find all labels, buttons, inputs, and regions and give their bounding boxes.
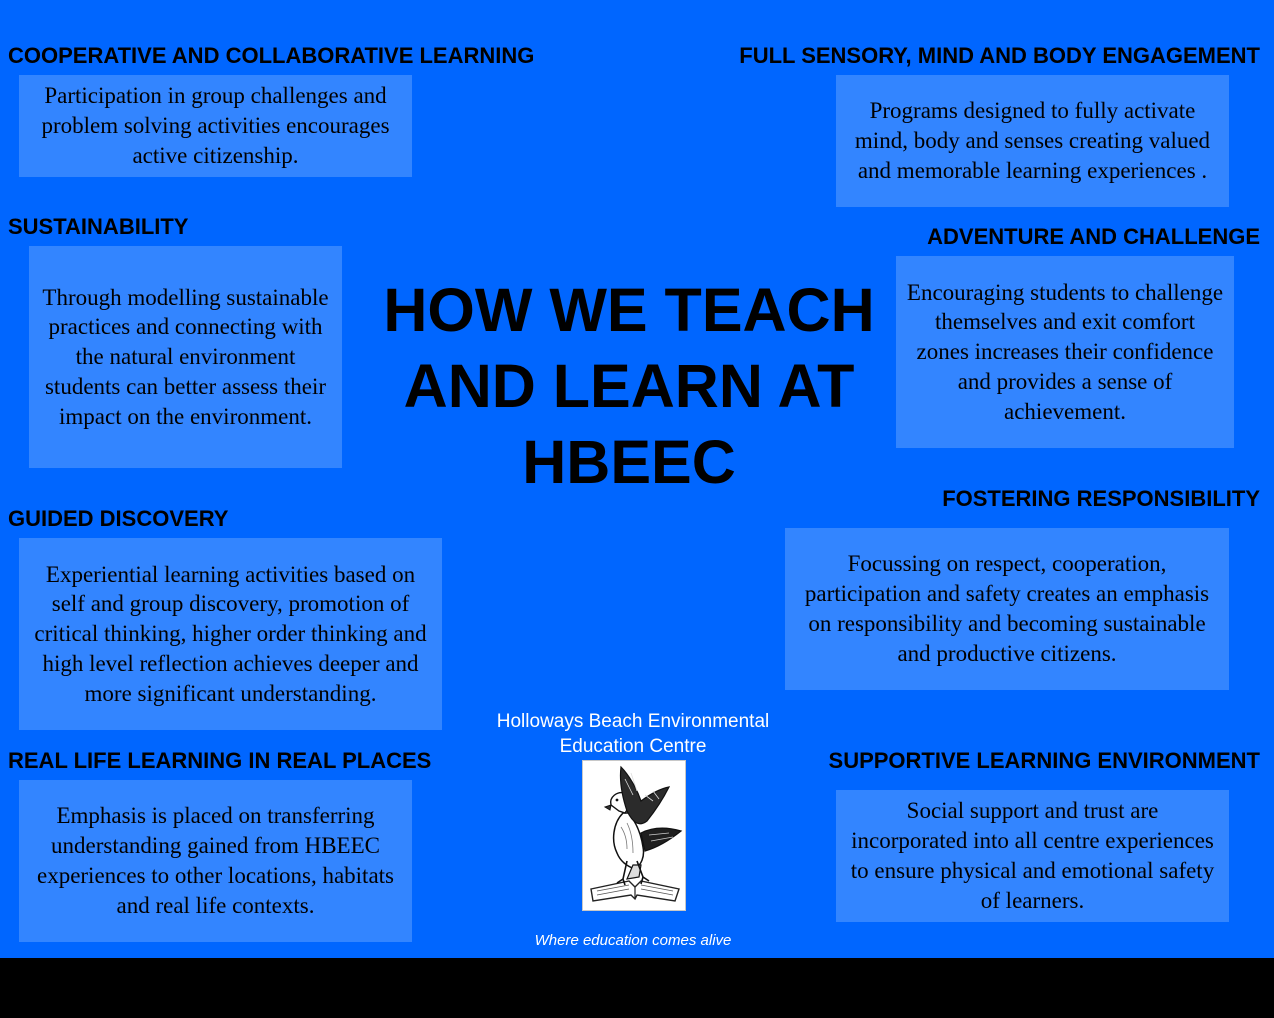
section-box-real-life	[19, 780, 412, 942]
centre-name: Holloways Beach Environmental Education Centre	[496, 711, 770, 757]
section-heading-supportive: SUPPORTIVE LEARNING ENVIRONMENT	[828, 748, 1260, 773]
section-heading-adventure: ADVENTURE AND CHALLENGE	[927, 224, 1260, 249]
tagline: Where education comes alive	[534, 932, 732, 949]
section-heading-cooperative: COOPERATIVE AND COLLABORATIVE LEARNING	[8, 43, 535, 68]
section-text-cooperative: Participation in group challenges and problem solving activities encourages active citizenship.	[41, 83, 390, 168]
section-heading-full-sensory: FULL SENSORY, MIND AND BODY ENGAGEMENT	[739, 43, 1260, 68]
section-text-fostering-responsibility: Focussing on respect, cooperation, participation and safety creates an emphasis on responsibility and becoming sustainable and productive citizens.	[804, 551, 1210, 666]
section-box-supportive	[836, 790, 1229, 922]
eagle-on-book-icon	[583, 761, 685, 910]
section-heading-guided-discovery: GUIDED DISCOVERY	[8, 506, 229, 531]
footer-bar	[0, 958, 1274, 1018]
main-title: HOW WE TEACH AND LEARN AT HBEEC	[383, 276, 875, 496]
section-box-full-sensory	[836, 75, 1229, 207]
section-box-sustainability	[29, 246, 342, 468]
section-box-adventure	[896, 256, 1234, 448]
centre-logo	[582, 760, 686, 911]
section-heading-fostering-responsibility: FOSTERING RESPONSIBILITY	[942, 486, 1260, 511]
section-text-guided-discovery: Experiential learning activities based on self and group discovery, promotion of critical thinking, higher order thinking and high level reflection achieves deeper and more significant understanding.	[34, 561, 427, 706]
section-text-sustainability: Through modelling sustainable practices and connecting with the natural environment students can better assess their impact on the environment.	[42, 284, 329, 429]
section-box-fostering-responsibility	[785, 528, 1229, 690]
section-heading-real-life: REAL LIFE LEARNING IN REAL PLACES	[8, 748, 432, 773]
section-text-real-life: Emphasis is placed on transferring understanding gained from HBEEC experiences to other locations, habitats and real life contexts.	[36, 803, 395, 918]
section-text-adventure: Encouraging students to challenge themselves and exit comfort zones increases their confidence and provides a sense of achievement.	[906, 279, 1224, 424]
section-text-supportive: Social support and trust are incorporated into all centre experiences to ensure physical and emotional safety of learners.	[850, 798, 1215, 913]
section-heading-sustainability: SUSTAINABILITY	[8, 214, 189, 239]
section-text-full-sensory: Programs designed to fully activate mind, body and senses creating valued and memorable learning experiences .	[854, 98, 1211, 183]
section-box-cooperative	[19, 75, 412, 177]
section-box-guided-discovery	[19, 538, 442, 730]
